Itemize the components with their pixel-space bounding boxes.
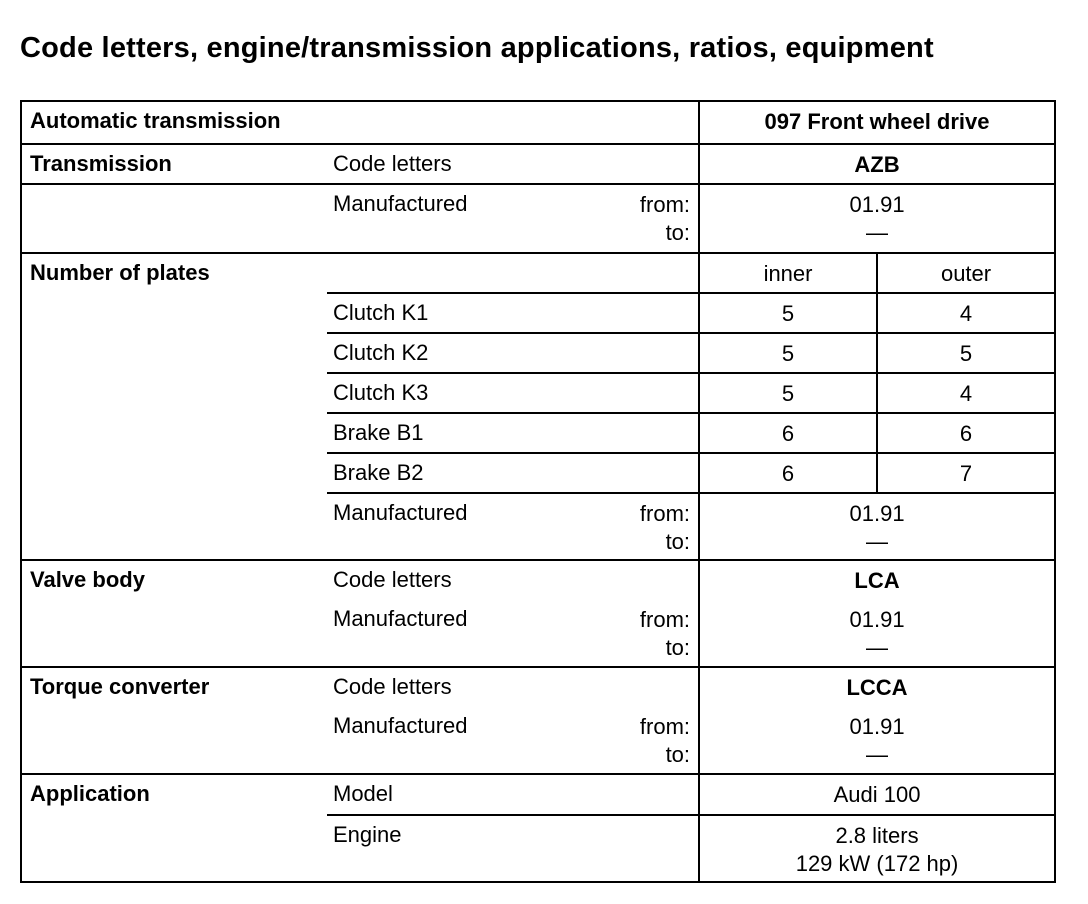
plate-row-inner: 6 bbox=[699, 413, 877, 453]
to-label: to: bbox=[665, 529, 691, 554]
plates-label: Number of plates bbox=[21, 253, 327, 560]
torque-converter-to-value: — bbox=[866, 742, 889, 767]
plate-row-outer: 4 bbox=[877, 293, 1055, 333]
valve-body-code-label: Code letters bbox=[327, 560, 527, 600]
to-label: to: bbox=[665, 742, 691, 767]
torque-converter-from-to-labels bbox=[527, 707, 699, 774]
plate-row-name: Brake B1 bbox=[327, 413, 527, 453]
plates-from-to-labels bbox=[527, 493, 699, 560]
plate-row-name: Clutch K2 bbox=[327, 333, 527, 373]
transmission-code-label: Code letters bbox=[327, 144, 527, 184]
application-label: Application bbox=[21, 774, 327, 815]
engine-displacement: 2.8 liters bbox=[835, 823, 919, 848]
valve-body-to-value: — bbox=[866, 635, 889, 660]
application-engine-row bbox=[21, 815, 1055, 882]
plate-row-outer: 4 bbox=[877, 373, 1055, 413]
torque-converter-code-row bbox=[21, 667, 1055, 707]
plates-header-row bbox=[21, 253, 1055, 293]
transmission-label: Transmission bbox=[21, 144, 327, 184]
header-front-wheel-drive: 097 Front wheel drive bbox=[699, 101, 1055, 144]
application-model-label: Model bbox=[327, 774, 527, 815]
plate-row-outer: 5 bbox=[877, 333, 1055, 373]
from-label: from: bbox=[639, 607, 691, 632]
from-label: from: bbox=[639, 501, 691, 526]
plate-row-outer: 7 bbox=[877, 453, 1055, 493]
page-title: Code letters, engine/transmission applications, ratios, equipment bbox=[20, 32, 934, 64]
torque-converter-dates bbox=[699, 707, 1055, 774]
transmission-to-value: — bbox=[866, 220, 889, 245]
plates-from-value: 01.91 bbox=[849, 501, 905, 526]
torque-converter-manufactured-row bbox=[21, 707, 1055, 774]
torque-converter-code-label: Code letters bbox=[327, 667, 527, 707]
table-header-row bbox=[21, 101, 1055, 144]
plate-row-name: Brake B2 bbox=[327, 453, 527, 493]
plate-row-name: Clutch K3 bbox=[327, 373, 527, 413]
plates-inner-header: inner bbox=[699, 253, 877, 293]
spec-table bbox=[20, 100, 1056, 883]
valve-body-manufactured-row bbox=[21, 600, 1055, 667]
valve-body-manufactured-label: Manufactured bbox=[333, 606, 468, 631]
plates-dates bbox=[699, 493, 1055, 560]
torque-converter-from-value: 01.91 bbox=[849, 714, 905, 739]
plate-row-inner: 5 bbox=[699, 293, 877, 333]
plate-row-name: Clutch K1 bbox=[327, 293, 527, 333]
plates-to-value: — bbox=[866, 529, 889, 554]
plate-row-outer: 6 bbox=[877, 413, 1055, 453]
valve-body-code-row bbox=[21, 560, 1055, 600]
to-label: to: bbox=[665, 220, 691, 245]
header-automatic-transmission: Automatic transmission bbox=[21, 101, 699, 144]
valve-body-label: Valve body bbox=[21, 560, 327, 600]
transmission-dates bbox=[699, 184, 1055, 253]
engine-power: 129 kW (172 hp) bbox=[795, 851, 959, 876]
transmission-from-value: 01.91 bbox=[849, 192, 905, 217]
application-engine-value bbox=[699, 815, 1055, 882]
transmission-manufactured-row bbox=[21, 184, 1055, 253]
application-model-value: Audi 100 bbox=[699, 774, 1055, 815]
from-label: from: bbox=[639, 192, 691, 217]
transmission-code-row bbox=[21, 144, 1055, 184]
plate-row-inner: 6 bbox=[699, 453, 877, 493]
torque-converter-code-value: LCCA bbox=[699, 667, 1055, 707]
plates-outer-header: outer bbox=[877, 253, 1055, 293]
plates-manufactured-label: Manufactured bbox=[333, 500, 468, 525]
transmission-from-to-labels bbox=[527, 184, 699, 253]
valve-body-dates bbox=[699, 600, 1055, 667]
from-label: from: bbox=[639, 714, 691, 739]
valve-body-code-value: LCA bbox=[699, 560, 1055, 600]
transmission-manufactured-label: Manufactured bbox=[327, 184, 527, 253]
application-engine-label: Engine bbox=[327, 815, 527, 882]
to-label: to: bbox=[665, 635, 691, 660]
application-model-row bbox=[21, 774, 1055, 815]
valve-body-from-value: 01.91 bbox=[849, 607, 905, 632]
plate-row-inner: 5 bbox=[699, 373, 877, 413]
valve-body-from-to-labels bbox=[527, 600, 699, 667]
plate-row-inner: 5 bbox=[699, 333, 877, 373]
transmission-code-value: AZB bbox=[699, 144, 1055, 184]
torque-converter-manufactured-label: Manufactured bbox=[333, 713, 468, 738]
torque-converter-label: Torque converter bbox=[21, 667, 327, 707]
